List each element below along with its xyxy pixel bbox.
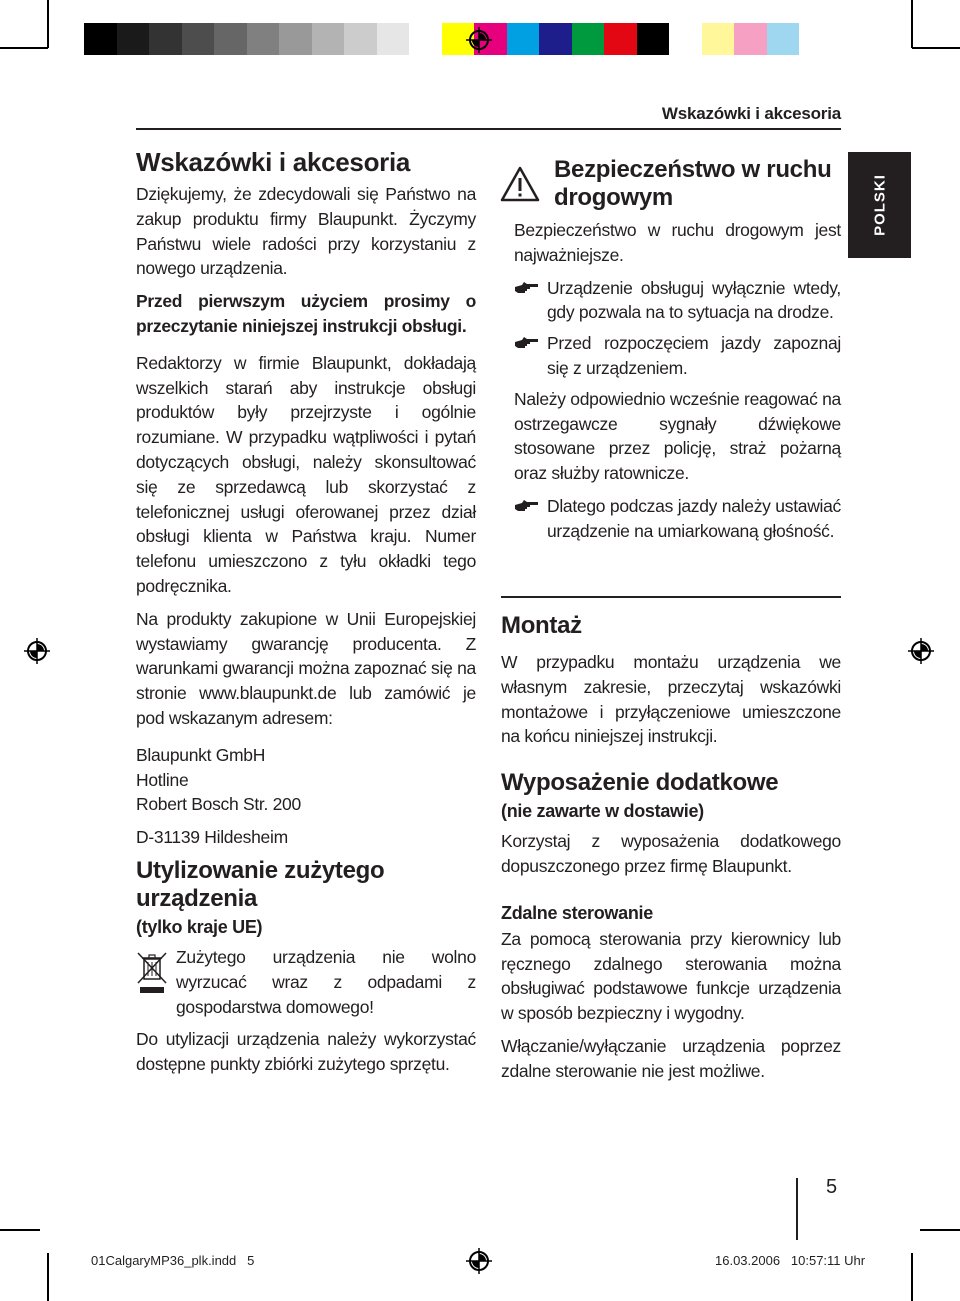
section-title: drogowym (554, 184, 673, 211)
crop-mark (47, 0, 49, 48)
registration-mark-icon (24, 638, 50, 664)
section-title: urządzenia (136, 885, 258, 912)
pointing-hand-icon (514, 497, 540, 515)
right-column (514, 156, 841, 550)
section-title: Utylizowanie zużytego (136, 857, 385, 884)
crop-mark (47, 1253, 49, 1301)
address-line: Hotline (136, 769, 189, 790)
paragraph: W przypadku montażu urządzenia we własnym zakresie, przeczytaj wskazówki montażowe i przyłączeniowe umieszczone na końcu niniejszej instrukcji. (501, 652, 841, 747)
crop-mark (920, 1229, 960, 1231)
page-number-rule (796, 1178, 798, 1240)
color-swatch (604, 23, 637, 55)
crop-mark (0, 1229, 40, 1231)
paragraph: Dziękujemy, że zdecydowali się Państwo na zakup produktu firmy Blaupunkt. Życzymy Państwu wiele radości przy korzystaniu z nowego urządzenia. (136, 184, 476, 279)
paragraph: Włączanie/wyłączanie urządzenia poprzez zdalne sterowanie nie jest możliwe. (501, 1035, 841, 1081)
color-swatch (84, 23, 117, 55)
left-column (136, 148, 476, 850)
page-number: 5 (826, 1176, 838, 1198)
color-swatch (377, 23, 410, 55)
color-swatch (182, 23, 215, 55)
disposal-section (136, 857, 476, 1085)
color-swatch (247, 23, 280, 55)
color-swatch (637, 23, 670, 55)
paragraph-bold: Przed pierwszym użyciem prosimy o przeczytanie niniejszej instrukcji obsługi. (136, 291, 476, 336)
color-swatch (279, 23, 312, 55)
bullet-item: Urządzenie obsługuj wyłącznie wtedy, gdy pozwala na to sytuacja na drodze. (514, 276, 841, 326)
color-swatch (539, 23, 572, 55)
color-swatch (409, 23, 442, 55)
crossed-out-bin-icon (136, 951, 168, 995)
crop-mark (911, 1253, 913, 1301)
address-city: D-31139 Hildesheim (136, 827, 288, 848)
subsection-title: Zdalne sterowanie (501, 902, 653, 923)
registration-mark-icon (466, 27, 492, 53)
footer-timestamp: 16.03.2006 10:57:11 Uhr (715, 1253, 866, 1268)
color-swatch (572, 23, 605, 55)
pointing-hand-icon (514, 279, 540, 297)
pointing-hand-icon (514, 334, 540, 352)
section-rule (501, 596, 841, 598)
crop-mark (911, 0, 913, 48)
paragraph: Bezpieczeństwo w ruchu drogowym jest najważniejsze. (514, 220, 841, 265)
bullet-item: Dlatego podczas jazdy należy ustawiać urządzenie na umiarkowaną głośność. (514, 494, 841, 544)
color-swatch (117, 23, 150, 55)
section-title: Wyposażenie dodatkowe (501, 769, 779, 797)
right-column-lower (501, 612, 841, 1092)
color-swatch (214, 23, 247, 55)
section-subtitle: (tylko kraje UE) (136, 917, 263, 937)
section-title: Bezpieczeństwo w ruchu (554, 156, 832, 183)
paragraph: Redaktorzy w firmie Blaupunkt, dokładają wszelkich starań aby instrukcje obsługi produktów były przejrzyste i ogólnie rozumiane. W przypadku wątpliwości i pytań dotyczących obsługi, należy skonsultować się ze sprzedawcą lub skorzystać z telefonicznej usługi oferowanej przez dział obsługi klienta w Państwa kraju. Numer telefonu umieszczono z tyłu okładki tego podręcznika. (136, 352, 476, 596)
color-swatch (669, 23, 702, 55)
crop-mark (0, 47, 48, 49)
paragraph: Do utylizacji urządzenia należy wykorzystać dostępne punkty zbiórki zużytego sprzętu. (136, 1029, 476, 1075)
header-rule (136, 128, 841, 130)
section-title: Montaż (501, 612, 582, 639)
color-swatch (702, 23, 735, 55)
address-line: Blaupunkt GmbH (136, 744, 266, 765)
paragraph: Zużytego urządzenia nie wolno wyrzucać wraz z odpadami z gospodarstwa domowego! (176, 947, 476, 1017)
section-subtitle: (nie zawarte w dostawie) (501, 801, 704, 822)
color-swatch (734, 23, 767, 55)
language-tab-label: POLSKI (871, 174, 888, 236)
color-swatch (344, 23, 377, 55)
crop-mark (912, 47, 960, 49)
bullet-item: Przed rozpoczęciem jazdy zapoznaj się z urządzeniem. (514, 331, 841, 381)
paragraph: Za pomocą sterowania przy kierownicy lub ręcznego zdalnego sterowania można obsługiwać podstawowe funkcje urządzenia w sposób bezpieczny i wygodny. (501, 928, 841, 1024)
paragraph: Należy odpowiednio wcześnie reagować na ostrzegawcze sygnały dźwiękowe stosowane przez policję, straż pożarną oraz służby ratownicze. (514, 388, 841, 484)
registration-mark-icon (908, 638, 934, 664)
color-swatch (149, 23, 182, 55)
warning-triangle-icon (500, 166, 540, 202)
color-swatch (507, 23, 540, 55)
language-tab (848, 152, 911, 258)
color-calibration-bar (84, 23, 799, 55)
color-swatch (767, 23, 800, 55)
address-line: Robert Bosch Str. 200 (136, 794, 301, 815)
color-swatch (312, 23, 345, 55)
footer-file-name: 01CalgaryMP36_plk.indd 5 (91, 1253, 255, 1268)
registration-mark-icon (466, 1248, 492, 1274)
running-header: Wskazówki i akcesoria (661, 104, 841, 123)
paragraph: Korzystaj z wyposażenia dodatkowego dopuszczonego przez firmę Blaupunkt. (501, 831, 841, 876)
section-title: Wskazówki i akcesoria (136, 147, 411, 177)
paragraph: Na produkty zakupione w Unii Europejskiej wystawiamy gwarancję producenta. Z warunkami gwarancji można zapoznać się na stronie www.blaupunkt.de lub zamówić je pod wskazanym adresem: (136, 608, 476, 728)
